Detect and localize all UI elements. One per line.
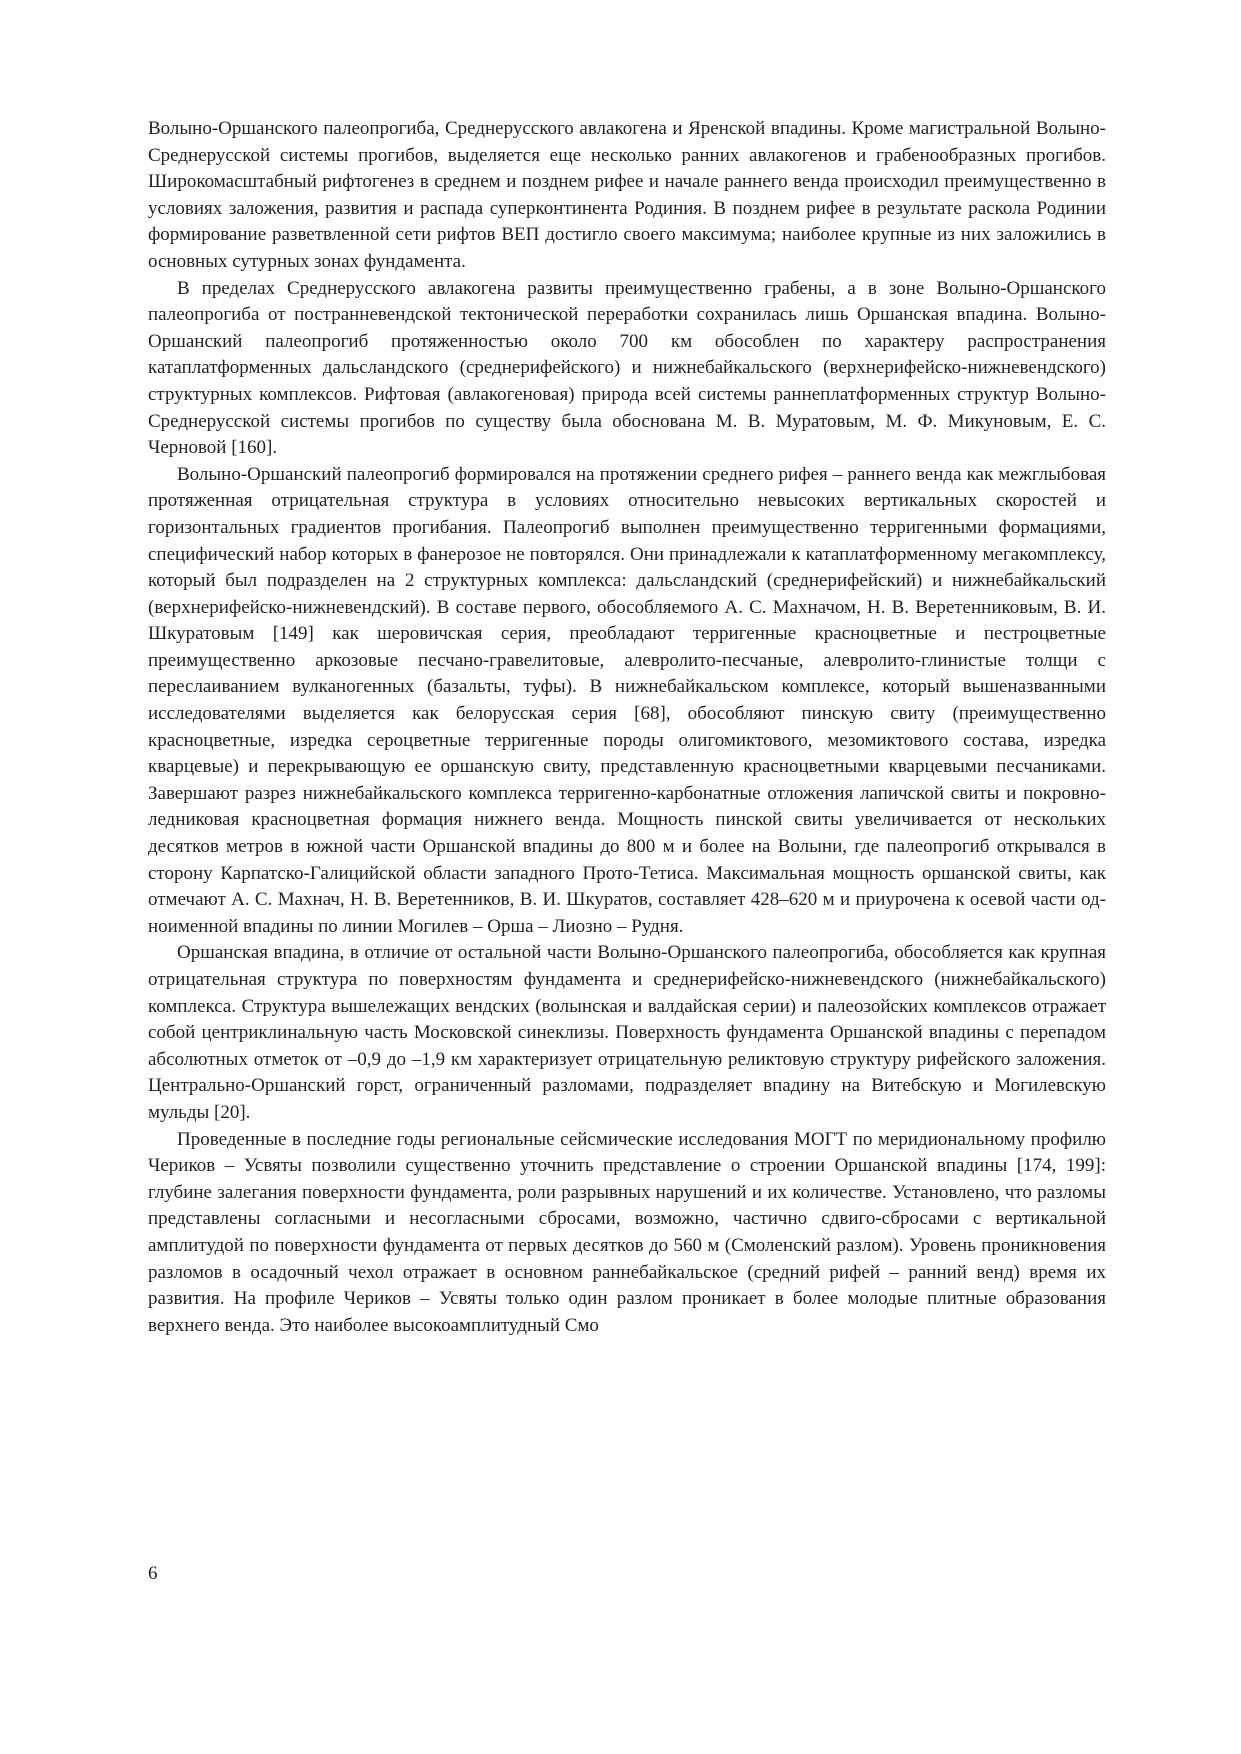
paragraph-5: Проведенные в последние годы региональные сейсмические исследования МОГТ по меридиональному профилю Чериков – Усвяты позволили существенно уточнить представление о строении Оршанской впадины [174, 199]: глубине залегания поверхности фундамента, роли разрывных нарушений и их количестве. Установлено, что разломы представлены согласными и несогласными сбросами, возможно, частично сдвиго-сбросами с вертикальной амплитудой по поверхности фундамента от первых десятков до 560 м (Смоленский разлом). Уровень проникновения разломов в осадочный чехол отражает в основном раннебайкальское (средний рифей – ранний венд) время их развития. На профиле Чериков – Усвяты только один разлом проникает в более молодые плитные образования верхнего венда. Это наиболее высокоамплитудный Смо [148, 1128, 1106, 1336]
paragraph-2: В пределах Среднерусского авлакогена развиты преимущественно грабены, а в зоне Волыно-Оршанского палеопрогиба от постранневендской тектонической переработки сохранилась лишь Оршанская впадина. Волыно-Оршанский палеопрогиб протяженностью около 700 км обособлен по характеру распространения катаплатформенных дальсландского (среднерифейского) и нижнебайкальского (верхнерифейско-нижневендского) структурных комплексов. Рифтовая (авлакогеновая) природа всей системы раннеплатформенных структур Волыно-Среднерусской системы прогибов по существу была обоснована М. В. Муратовым, М. Ф. Микуновым, Е. С. Черновой [160]. [148, 277, 1106, 459]
paragraph-1: Волыно-Оршанского палеопрогиба, Среднерусского авлакогена и Яренской впадины. Кроме магистральной Волыно-Среднерусской системы прогибов, выделяется еще несколько ранних авлакогенов и грабенообразных прогибов. Широкомасштабный рифтогенез в среднем и позднем рифее и начале раннего венда происходил преимущественно в условиях заложения, развития и распада суперконтинента Родиния. В позднем рифее в результате раскола Родинии формирование разветвленной сети рифтов ВЕП достигло своего максимума; наиболее крупные из них заложились в основных сутурных зонах фундамента. [148, 118, 1106, 272]
paragraph-4: Оршанская впадина, в отличие от остальной части Волыно-Оршанского палеопрогиба, обособляется как крупная отрицательная структура по поверхностям фундамента и среднерифейско-нижневендского (нижнебайкальского) комплекса. Структура вышележащих вендских (волынская и валдайская серии) и палеозойских комплексов отражает собой центриклинальную часть Московской синеклизы. Поверхность фундамента Оршанской впадины с перепадом абсолютных отметок от –0,9 до –1,9 км характеризует отрицательную реликтовую структуру рифейского заложения. Центрально-Оршанский горст, ограниченный разломами, подразделяет впадину на Витебскую и Могилевскую мульды [20]. [148, 942, 1106, 1123]
page-number: 6 [148, 1563, 158, 1584]
body-text [148, 116, 1106, 1339]
paragraph-3: Волыно-Оршанский палеопрогиб формировался на протяжении среднего рифея – раннего венда как межглыбовая протяженная отрицательная структура в условиях относительно невысоких вертикальных скоростей и горизонтальных градиентов прогибания. Палеопрогиб выполнен преимущественно терригенными формациями, специфический набор которых в фанерозое не повторялся. Они принадлежали к катаплатформенному мегакомплексу, который был подразделен на 2 структурных комплекса: дальсландский (среднерифейский) и нижнебайкальский (верхнерифейско-нижневендский). В составе первого, обособляемого А. С. Махначом, Н. В. Веретенниковым, В. И. Шкуратовым [149] как шеровичская серия, преобладают терригенные красноцветные и пестроцветные преимущественно аркозовые песчано-гравелитовые, алевролито-песчаные, алевролито-глинистые толщи с переслаиванием вулканогенных (базальты, туфы). В нижнебайкальском комплексе, который вышеназванными исследователями выделяется как белорусская серия [68], обособляют пинскую свиту (преимущественно красноцветные, изредка сероцветные терригенные породы олигомиктового, мезомиктового состава, изредка кварцевые) и перекрывающую ее оршанскую свиту, представленную красноцветными кварцевыми песчаниками. Завершают разрез нижнебайкальского комплекса терригенно-карбонатные отложения лапичской свиты и покровно-ледниковая красноцветная формация нижнего венда. Мощность пинской свиты увеличивается от нескольких десятков метров в южной части Оршанской впадины до 800 м и более на Волыни, где палеопрогиб открывался в сторону Карпатско-Галицийской области западного Прото-Тетиса. Максимальная мощность оршанской свиты, как отмечают А. С. Махнач, Н. В. Веретенников, В. И. Шкуратов, составляет 428–620 м и приурочена к осевой части одноименной впадины по линии Могилев – Орша – Лиозно – Рудня. [148, 463, 1106, 937]
